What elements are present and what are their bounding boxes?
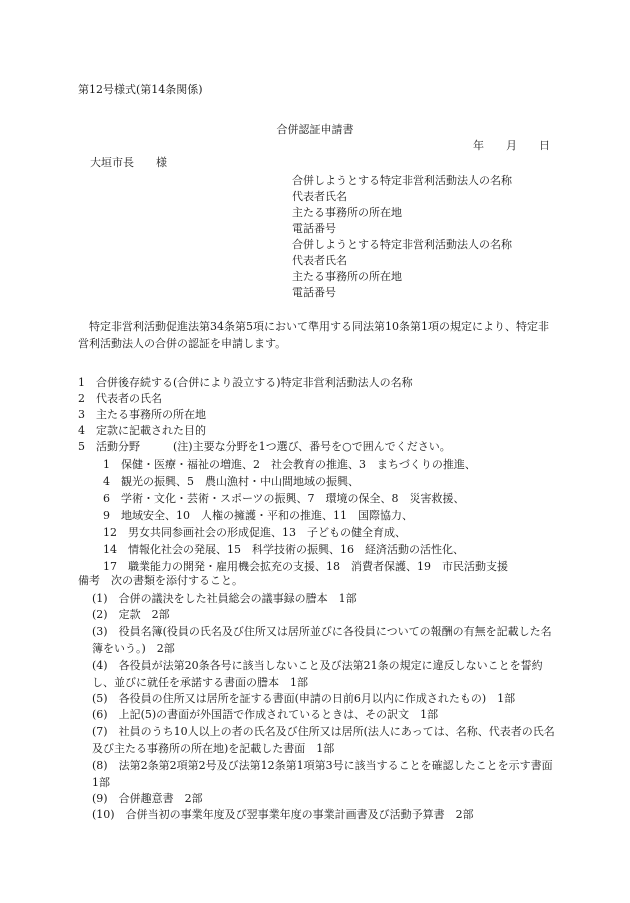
applicant-line: 主たる事務所の所在地 [292, 206, 402, 219]
applicant-line: 電話番号 [292, 222, 336, 235]
activity-field-line: 1 保健・医療・福祉の増進、2 社会教育の推進、3 まちづくりの推進、 [103, 458, 476, 471]
remarks-heading: 備考 次の書類を添付すること。 [78, 574, 243, 587]
activity-field-line: 6 学術・文化・芸術・スポーツの振興、7 環境の保全、8 災害救援、 [103, 492, 465, 505]
activity-field-line: 12 男女共同参画社会の形成促進、13 子どもの健全育成、 [103, 526, 406, 539]
activity-field-line: 9 地域安全、10 人権の擁護・平和の推進、11 国際協力、 [103, 509, 413, 522]
addressee: 大垣市長 様 [90, 156, 167, 169]
remark-item: (8) 法第2条第2項第2号及び法第12条第1項第3号に該当することを確認したことを示す書面 1部 [92, 759, 564, 789]
remark-item: (5) 各役員の住所又は居所を証する書面(申請の日前6月以内に作成されたもの) 1部 [92, 692, 516, 705]
form-number: 第12号様式(第14条関係) [78, 83, 203, 96]
applicant-line: 主たる事務所の所在地 [292, 270, 402, 283]
activity-field-line: 4 観光の振興、5 農山漁村・中山間地域の振興、 [103, 475, 359, 488]
body-paragraph: 特定非営利活動促進法第34条第5項において準用する同法第10条第1項の規定により、特定非営利活動法人の合併の認証を申請します。 [78, 320, 549, 350]
document-title: 合併認証申請書 [276, 123, 354, 136]
activity-field-line: 17 職業能力の開発・雇用機会拡充の支援、18 消費者保護、19 市民活動支援 [103, 560, 508, 573]
date-line: 年 月 日 [473, 139, 550, 152]
remark-item: (2) 定款 2部 [92, 608, 170, 621]
list-item: 5 活動分野 (注)主要な分野を1つ選び、番号を○で囲んでください。 [78, 440, 451, 453]
list-item: 1 合併後存続する(合併により設立する)特定非営利活動法人の名称 [78, 376, 413, 389]
remark-item: (4) 各役員が法第20条各号に該当しないこと及び法第21条の規定に違反しないことを誓約し、並びに就任を承諾する書面の謄本 1部 [92, 659, 543, 689]
applicant-line: 代表者氏名 [292, 254, 347, 267]
activity-field-line: 14 情報化社会の発展、15 科学技術の振興、16 経済活動の活性化、 [103, 543, 464, 556]
list-item: 3 主たる事務所の所在地 [78, 408, 206, 421]
list-item: 2 代表者の氏名 [78, 392, 162, 405]
remark-item: (6) 上記(5)の書面が外国語で作成されているときは、その訳文 1部 [92, 708, 439, 721]
remark-item: (3) 役員名簿(役員の氏名及び住所又は居所並びに各役員についての報酬の有無を記載した名簿をいう。) 2部 [92, 625, 552, 655]
applicant-line: 代表者氏名 [292, 190, 347, 203]
remark-item: (7) 社員のうち10人以上の者の氏名及び住所又は居所(法人にあっては、名称、代表者の氏名及び主たる事務所の所在地)を記載した書面 1部 [92, 725, 555, 755]
list-item: 4 定款に記載された目的 [78, 424, 206, 437]
applicant-line: 電話番号 [292, 286, 336, 299]
remark-item: (10) 合併当初の事業年度及び翌事業年度の事業計画書及び活動予算書 2部 [92, 808, 474, 821]
applicant-line: 合併しようとする特定非営利活動法人の名称 [292, 174, 512, 187]
remark-item: (1) 合併の議決をした社員総会の議事録の謄本 1部 [92, 592, 357, 605]
applicant-line: 合併しようとする特定非営利活動法人の名称 [292, 238, 512, 251]
remark-item: (9) 合併趣意書 2部 [92, 792, 203, 805]
